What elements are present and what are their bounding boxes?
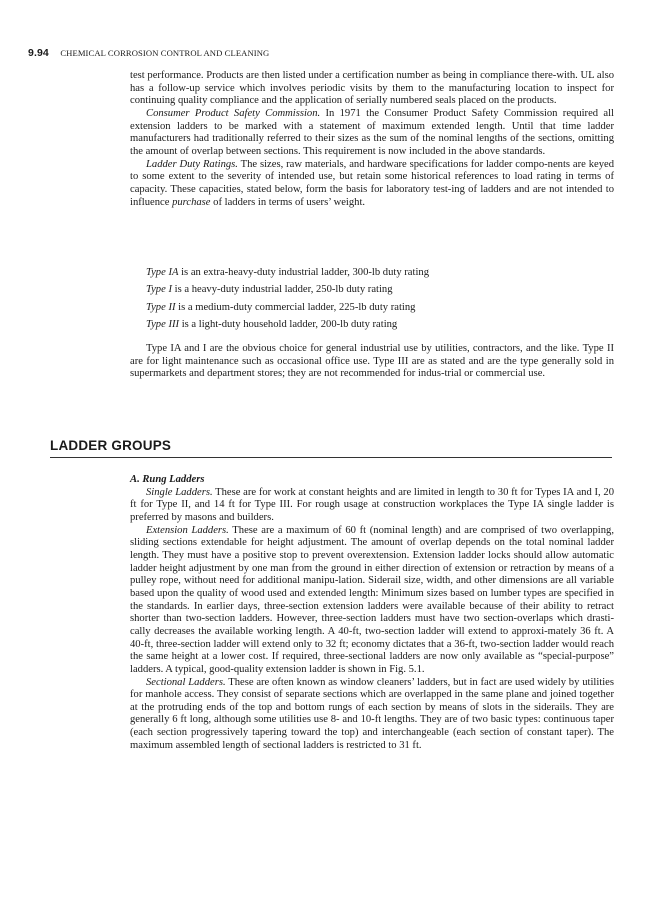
type-name: Type II bbox=[146, 301, 176, 313]
sectional-run-in-heading: Sectional Ladders. bbox=[146, 676, 226, 688]
running-header bbox=[28, 47, 269, 59]
section-rule bbox=[50, 457, 612, 458]
cpsc-run-in-heading: Consumer Product Safety Commission. bbox=[146, 107, 321, 119]
type-desc: is a medium-duty commercial ladder, 225-lb duty rating bbox=[175, 301, 416, 313]
subsection-heading-wrap bbox=[130, 474, 614, 487]
page-number: 9.94 bbox=[28, 47, 49, 59]
single-run-in-heading: Single Ladders. bbox=[146, 486, 213, 498]
subsection-heading: A. Rung Ladders bbox=[130, 474, 205, 485]
type-list-item bbox=[146, 281, 429, 298]
ladder-groups-text bbox=[130, 474, 614, 752]
duty-emphasis: purchase bbox=[172, 196, 211, 208]
extension-run-in-heading: Extension Ladders. bbox=[146, 524, 229, 536]
paragraph-types-summary: Type IA and I are the obvious choice for general industrial use by utilities, contractors, and the like. Type II are for light maintenance such as occasional office use. Type III are as stated and are the type generally sold in supermarkets and department stores; they are not recommended for indus-trial or commercial use. bbox=[130, 343, 614, 380]
running-title: CHEMICAL CORROSION CONTROL AND CLEANING bbox=[60, 48, 270, 58]
type-name: Type III bbox=[146, 319, 180, 331]
paragraph-duty-ratings bbox=[130, 159, 614, 210]
sectional-text: These are often known as window cleaners’ ladders, but in fact are used widely by utilities for manhole access. They consist of separate sections which are overlapped in the same plane and joined together at the protruding ends of the top and bottom rungs of each section by means of slots in the siderails. They are generally 6 ft long, although some utilities use 8- and 10-ft lengths. They are of two basic types: continuous taper (each section progressively tapering toward the top) and interchangeable (each section of constant taper). The maximum assembled length of sectional ladders is restricted to 31 ft. bbox=[130, 676, 614, 751]
extension-text: These are a maximum of 60 ft (nominal length) and are comprised of two overlapping, sliding sections extendable for height adjustment. The amount of overlap depends on the total nominal ladder length. They must have a positive stop to prevent overextension. Extension ladder locks should allow automatic ladder height adjustment by one man from the ground in either direction of extension or retraction by means of a pulley rope, without need for additional manipu-lation. Siderail size, width, and other dimensions are all variable based upon the quality of wood used and extended length: Minimum sizes based on lumber types are specified in the standards. In earlier days, three-section extension ladders were available because of their ability to retract shorter than two-section ladders. However, three-section ladders must have two section-overlaps which drasti-cally decreases the available working length. A 40-ft, two-section ladder will extend to approxi-mately 36 ft. A 40-ft, three-section ladder will extend only to 32 ft; economy dictates that a 36-ft, two-section ladder would reach the same height at a lower cost. If required, three-sectional ladders are now only available as “special-purpose” ladders. A typical, good-quality extension ladder is shown in Fig. 5.1. bbox=[130, 524, 614, 675]
section-heading: LADDER GROUPS bbox=[50, 438, 172, 453]
paragraph-sectional-ladders bbox=[130, 677, 614, 753]
intro-text bbox=[130, 70, 614, 209]
type-desc: is an extra-heavy-duty industrial ladder, 300-lb duty rating bbox=[178, 267, 429, 278]
paragraph-cpsc bbox=[130, 108, 614, 159]
paragraph-extension-ladders bbox=[130, 525, 614, 677]
type-desc: is a light-duty household ladder, 200-lb duty rating bbox=[179, 319, 398, 331]
cpsc-text: In 1971 the Consumer Product Safety Commission required all extension ladders to be marked with a statement of maximum extended length. Until that time ladder manufacturers had traditionally referred to their sizes as the sum of the nominal lengths of the sections, omitting the amount of overlap between sections. This requirement is now included in the above standards. bbox=[130, 107, 614, 157]
duty-text-a: The sizes, raw materials, and hardware specifications for ladder compo-nents are keyed to some extent to the severity of intended use, but retain some historical references to load rating in terms of capacity. These capacities, stated below, form the basis for laboratory test-ing of ladders and are not intended to influence bbox=[130, 158, 614, 208]
duty-run-in-heading: Ladder Duty Ratings. bbox=[146, 158, 238, 170]
type-name: Type I bbox=[146, 284, 172, 296]
duty-text-b: of ladders in terms of users’ weight. bbox=[210, 196, 366, 208]
type-desc: is a heavy-duty industrial ladder, 250-lb duty rating bbox=[171, 284, 393, 296]
types-summary-block bbox=[130, 343, 614, 381]
paragraph-single-ladders bbox=[130, 487, 614, 525]
single-text: These are for work at constant heights and are limited in length to 30 ft for Types IA and I, 20 ft for Type II, and 14 ft for Type III. For rough usage at construction workplaces the Type IA single ladder is preferred by masons and builders. bbox=[130, 486, 614, 523]
type-list-item bbox=[146, 264, 429, 281]
duty-type-list bbox=[146, 264, 429, 334]
type-name: Type IA bbox=[146, 267, 179, 278]
paragraph-ul: test performance. Products are then listed under a certification number as being in compliance there-with. UL also has a follow-up service which involves periodic visits by them to the manufacturing location to inspect for continuing quality compliance and the application of serially numbered seals placed on the products. bbox=[130, 70, 614, 107]
type-list-item bbox=[146, 316, 429, 333]
type-list-item bbox=[146, 299, 429, 316]
